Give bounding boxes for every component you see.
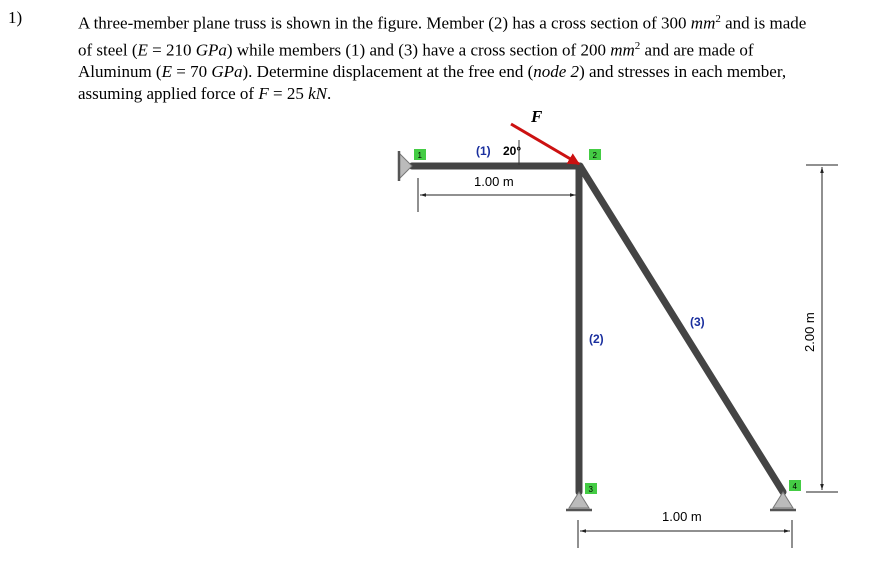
- member-3: [580, 166, 783, 492]
- node-1-label: 1: [417, 151, 422, 160]
- angle-indicator: [503, 140, 521, 165]
- support-node-1: [399, 151, 412, 181]
- member-2-label: (2): [589, 332, 604, 346]
- support-node-3: [566, 492, 592, 510]
- dimension-top-width-label: 1.00 m: [474, 174, 514, 189]
- node-badge-2: [589, 149, 601, 160]
- force-arrow: [511, 124, 579, 164]
- node-3-label: 3: [588, 485, 593, 494]
- problem-line-4: assuming applied force of F = 25 kN.: [78, 84, 332, 104]
- node-4-label: 4: [792, 482, 797, 491]
- problem-line-3: Aluminum (E = 70 GPa). Determine displacement at the free end (node 2) and stresses in each member,: [78, 62, 787, 82]
- member-3-label: (3): [690, 315, 705, 329]
- angle-label: 20°: [503, 144, 522, 158]
- force-label: F: [531, 107, 543, 126]
- node-badge-1: [414, 149, 426, 160]
- applied-force: [511, 107, 579, 164]
- dimension-height: [802, 165, 838, 492]
- dimension-bottom-width-label: 1.00 m: [662, 509, 702, 524]
- node-badge-4: [789, 480, 801, 491]
- truss-members: [412, 166, 783, 492]
- node-2-label: 2: [592, 151, 597, 160]
- member-1-label: (1): [476, 144, 491, 158]
- problem-line-2: of steel (E = 210 GPa) while members (1) and (3) have a cross section of 200 $mm^2$ and are made of: [78, 39, 754, 60]
- node-badge-3: [585, 483, 597, 494]
- dimension-height-label: 2.00 m: [802, 312, 817, 352]
- problem-number: 1): [8, 8, 23, 27]
- problem-line-1: A three-member plane truss is shown in the figure. Member (2) has a cross section of 300 $mm^2$ and is made: [78, 13, 807, 33]
- dimension-bottom-width: [578, 509, 792, 548]
- dimension-top-width: [418, 174, 576, 212]
- support-node-4: [770, 492, 796, 510]
